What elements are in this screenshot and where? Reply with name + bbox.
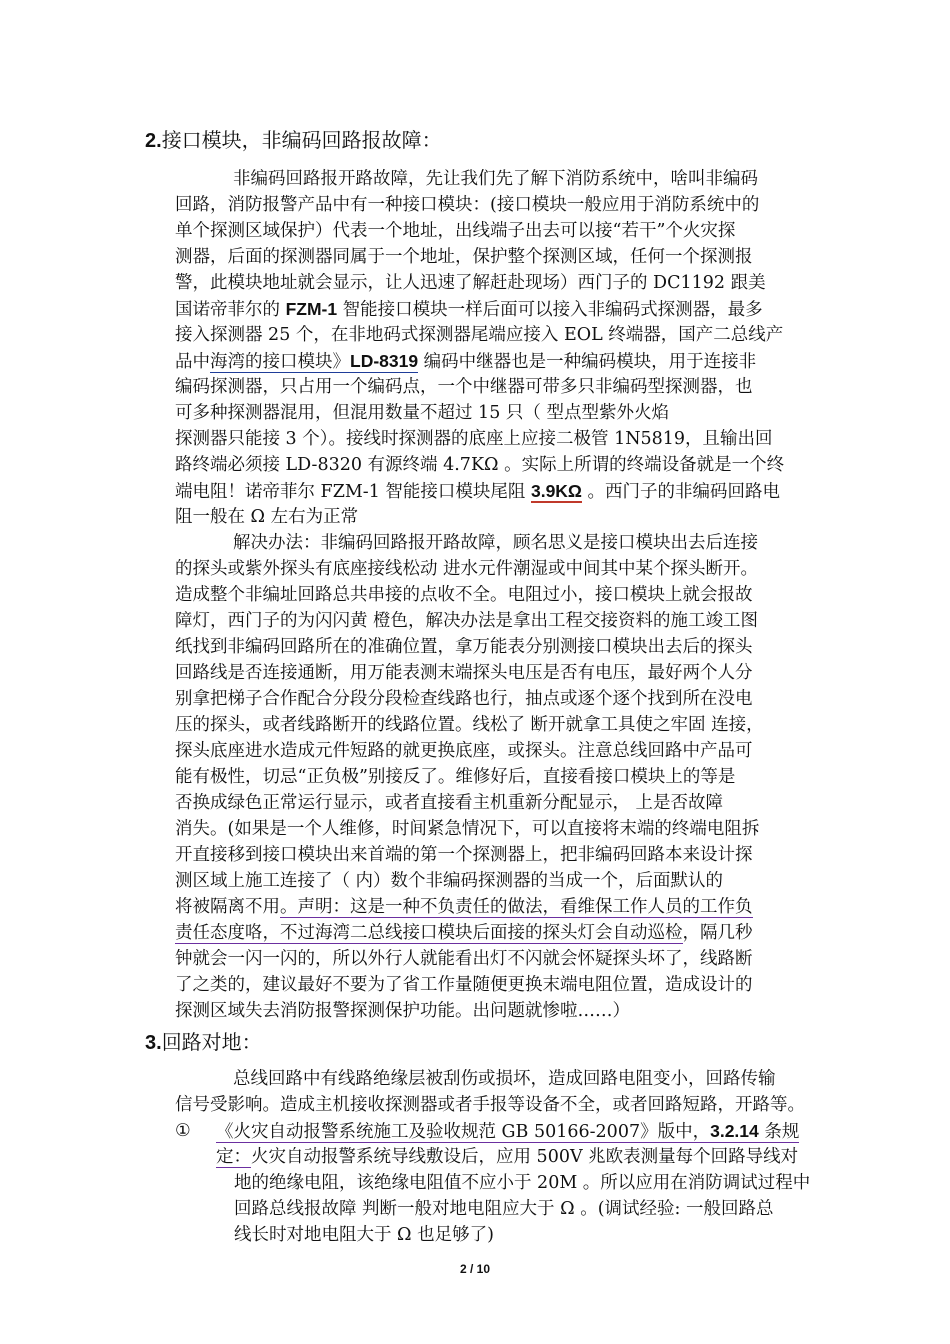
page-number: 2 / 10 xyxy=(459,1262,491,1276)
section-3-heading xyxy=(145,1029,262,1056)
text-run: 国诺帝菲尔的 xyxy=(175,300,286,320)
text-line: 阻一般在 Ω 左右为正常 xyxy=(175,507,359,527)
model-ld8319: LD-8319 xyxy=(350,351,419,371)
text-line: 地的绝缘电阻，该绝缘电阻值不应小于 20M 。所以应用在消防调试过程中 xyxy=(234,1173,811,1193)
text-line: 钟就会一闪一闪的，所以外行人就能看出灯不闪就会怀疑探头坏了，线路断 xyxy=(175,949,753,969)
text-line: 了之类的，建议最好不要为了省工作量随便更换末端电阻位置，造成设计的 xyxy=(175,975,753,995)
text-line: 探头底座进水造成元件短路的就更换底座，或探头。注意总线回路中产品可 xyxy=(175,741,753,761)
text-line xyxy=(216,1145,798,1169)
disclaimer-underlined: 。声明：这是一种不负责任的做法，看维保工作人员的工作负 xyxy=(280,897,753,917)
underlined-module-name xyxy=(210,352,418,373)
text-run: 智能接口模块一样后面可以接入非编码式探测器，最多 xyxy=(337,300,763,320)
text-line: 探测区域失去消防报警探测保护功能。出问题就惨啦……） xyxy=(175,1001,630,1021)
text-line: 总线回路中有线路绝缘层被刮伤或损坏，造成回路电阻变小，回路传输 xyxy=(233,1069,776,1089)
regulation-reference: 定： xyxy=(216,1147,251,1167)
text-line: 能有极性，切忌“正负极”别接反了。维修好后，直接看接口模块上的等是 xyxy=(175,767,736,787)
text-line xyxy=(175,479,780,504)
text-run: 《火灾自动报警系统施工及验收规范 GB 50166-2007》版中， xyxy=(216,1122,711,1142)
text-line: 造成整个非编址回路总共串接的点收不全。电阻过小，接口模块上就会报故 xyxy=(175,585,753,605)
text-run: 海湾的接口模块》 xyxy=(210,352,350,372)
section-2-heading xyxy=(145,127,442,154)
text-line: 压的探头，或者线路断开的线路位置。线松了 断开就拿工具使之牢固 连接， xyxy=(175,715,764,735)
disclaimer-underlined: 责任态度咯，不过海湾二总线接口模块后面接的探头灯会自动巡检 xyxy=(175,923,683,943)
text-line: 可多种探测器混用，但混用数量不超过 15 只（ 型点型紫外火焰 xyxy=(175,403,669,423)
text-line xyxy=(175,921,753,945)
section-2-title: 接口模块，非编码回路报故障： xyxy=(161,128,442,152)
text-line: 障灯，西门子的为闪闪黄 橙色，解决办法是拿出工程交接资料的施工竣工图 xyxy=(175,611,759,631)
text-run: 火灾自动报警系统导线敷设后，应用 500V 兆欧表测量每个回路导线对 xyxy=(251,1147,799,1167)
model-fzm1: FZM-1 xyxy=(285,299,338,319)
text-line: 回路总线报故障 判断一般对地电阻应大于 Ω 。(调试经验: 一般回路总 xyxy=(234,1199,774,1219)
section-3-title: 回路对地： xyxy=(161,1030,262,1054)
text-line: 别拿把梯子合作配合分段分段检查线路也行，抽点或逐个逐个找到所在没电 xyxy=(175,689,753,709)
text-run: 编码中继器也是一种编码模块，用于连接非 xyxy=(418,352,757,372)
text-line: 单个探测区域保护）代表一个地址，出线端子出去可以接“若干”个火灾探 xyxy=(175,221,736,241)
section-3-number: 3. xyxy=(145,1032,162,1054)
text-line: 警，此模块地址就会显示，让人迅速了解赶赴现场）西门子的 DC1192 跟美 xyxy=(175,273,766,293)
text-line xyxy=(175,297,763,322)
text-line: 纸找到非编码回路所在的准确位置，拿万能表分别测接口模块出去后的探头 xyxy=(175,637,753,657)
text-line: 信号受影响。造成主机接收探测器或者手报等设备不全，或者回路短路，开路等。 xyxy=(175,1095,805,1115)
section-2-number: 2. xyxy=(145,130,162,152)
text-line: 非编码回路报开路故障，先让我们先了解下消防系统中，啥叫非编码 xyxy=(233,169,758,189)
text-line: 否换成绿色正常运行显示，或者直接看主机重新分配显示， 上是否故障 xyxy=(175,793,724,813)
text-line: 回路，消防报警产品中有一种接口模块：(接口模块一般应用于消防系统中的 xyxy=(175,195,760,215)
text-line: 开直接移到接口模块出来首端的第一个探测器上，把非编码回路本来设计探 xyxy=(175,845,753,865)
text-run: ，隔几秒 xyxy=(682,923,753,943)
text-line xyxy=(175,895,753,919)
text-line: 探测器只能接 3 个）。接线时探测器的底座上应接二极管 1N5819，且输出回 xyxy=(175,429,773,449)
text-run: 将被隔离不用 xyxy=(175,897,280,917)
text-line: 回路线是否连接通断，用万能表测末端探头电压是否有电压，最好两个人分 xyxy=(175,663,753,683)
text-run: 条规 xyxy=(758,1122,800,1142)
text-run: 。西门子的非编码回路电 xyxy=(581,482,781,502)
text-run: 端电阻！诺帝菲尔 FZM-1 智能接口模块尾阻 xyxy=(175,482,531,502)
text-run: 品中 xyxy=(175,352,210,372)
text-line: 测器，后面的探测器同属于一个地址，保护整个探测区域，任何一个探测报 xyxy=(175,247,753,267)
text-line: 路终端必须接 LD-8320 有源终端 4.7KΩ 。实际上所谓的终端设备就是一个终 xyxy=(175,455,785,475)
text-line xyxy=(216,1119,799,1144)
text-line: 编码探测器，只占用一个编码点，一个中继器可带多只非编码型探测器，也 xyxy=(175,377,753,397)
clause-number: 3.2.14 xyxy=(710,1121,759,1141)
resistance-value: 3.9KΩ xyxy=(530,481,582,501)
text-line: 解决办法：非编码回路报开路故障，顾名思义是接口模块出去后连接 xyxy=(233,533,758,553)
text-line: 的探头或紫外探头有底座接线松动 进水元件潮湿或中间其中某个探头断开。 xyxy=(175,559,759,579)
text-line: 接入探测器 25 个，在非地码式探测器尾端应接入 EOL 终端器，国产二总线产 xyxy=(175,325,784,345)
regulation-reference xyxy=(216,1122,799,1143)
text-line: 测区域上施工连接了（ 内）数个非编码探测器的当成一个，后面默认的 xyxy=(175,871,724,891)
text-line xyxy=(175,349,756,374)
text-line: 消失。(如果是一个人维修，时间紧急情况下，可以直接将末端的终端电阻拆 xyxy=(175,819,760,839)
item-marker: ① xyxy=(175,1121,191,1141)
text-line: 线长时对地电阻大于 Ω 也足够了) xyxy=(234,1225,494,1245)
